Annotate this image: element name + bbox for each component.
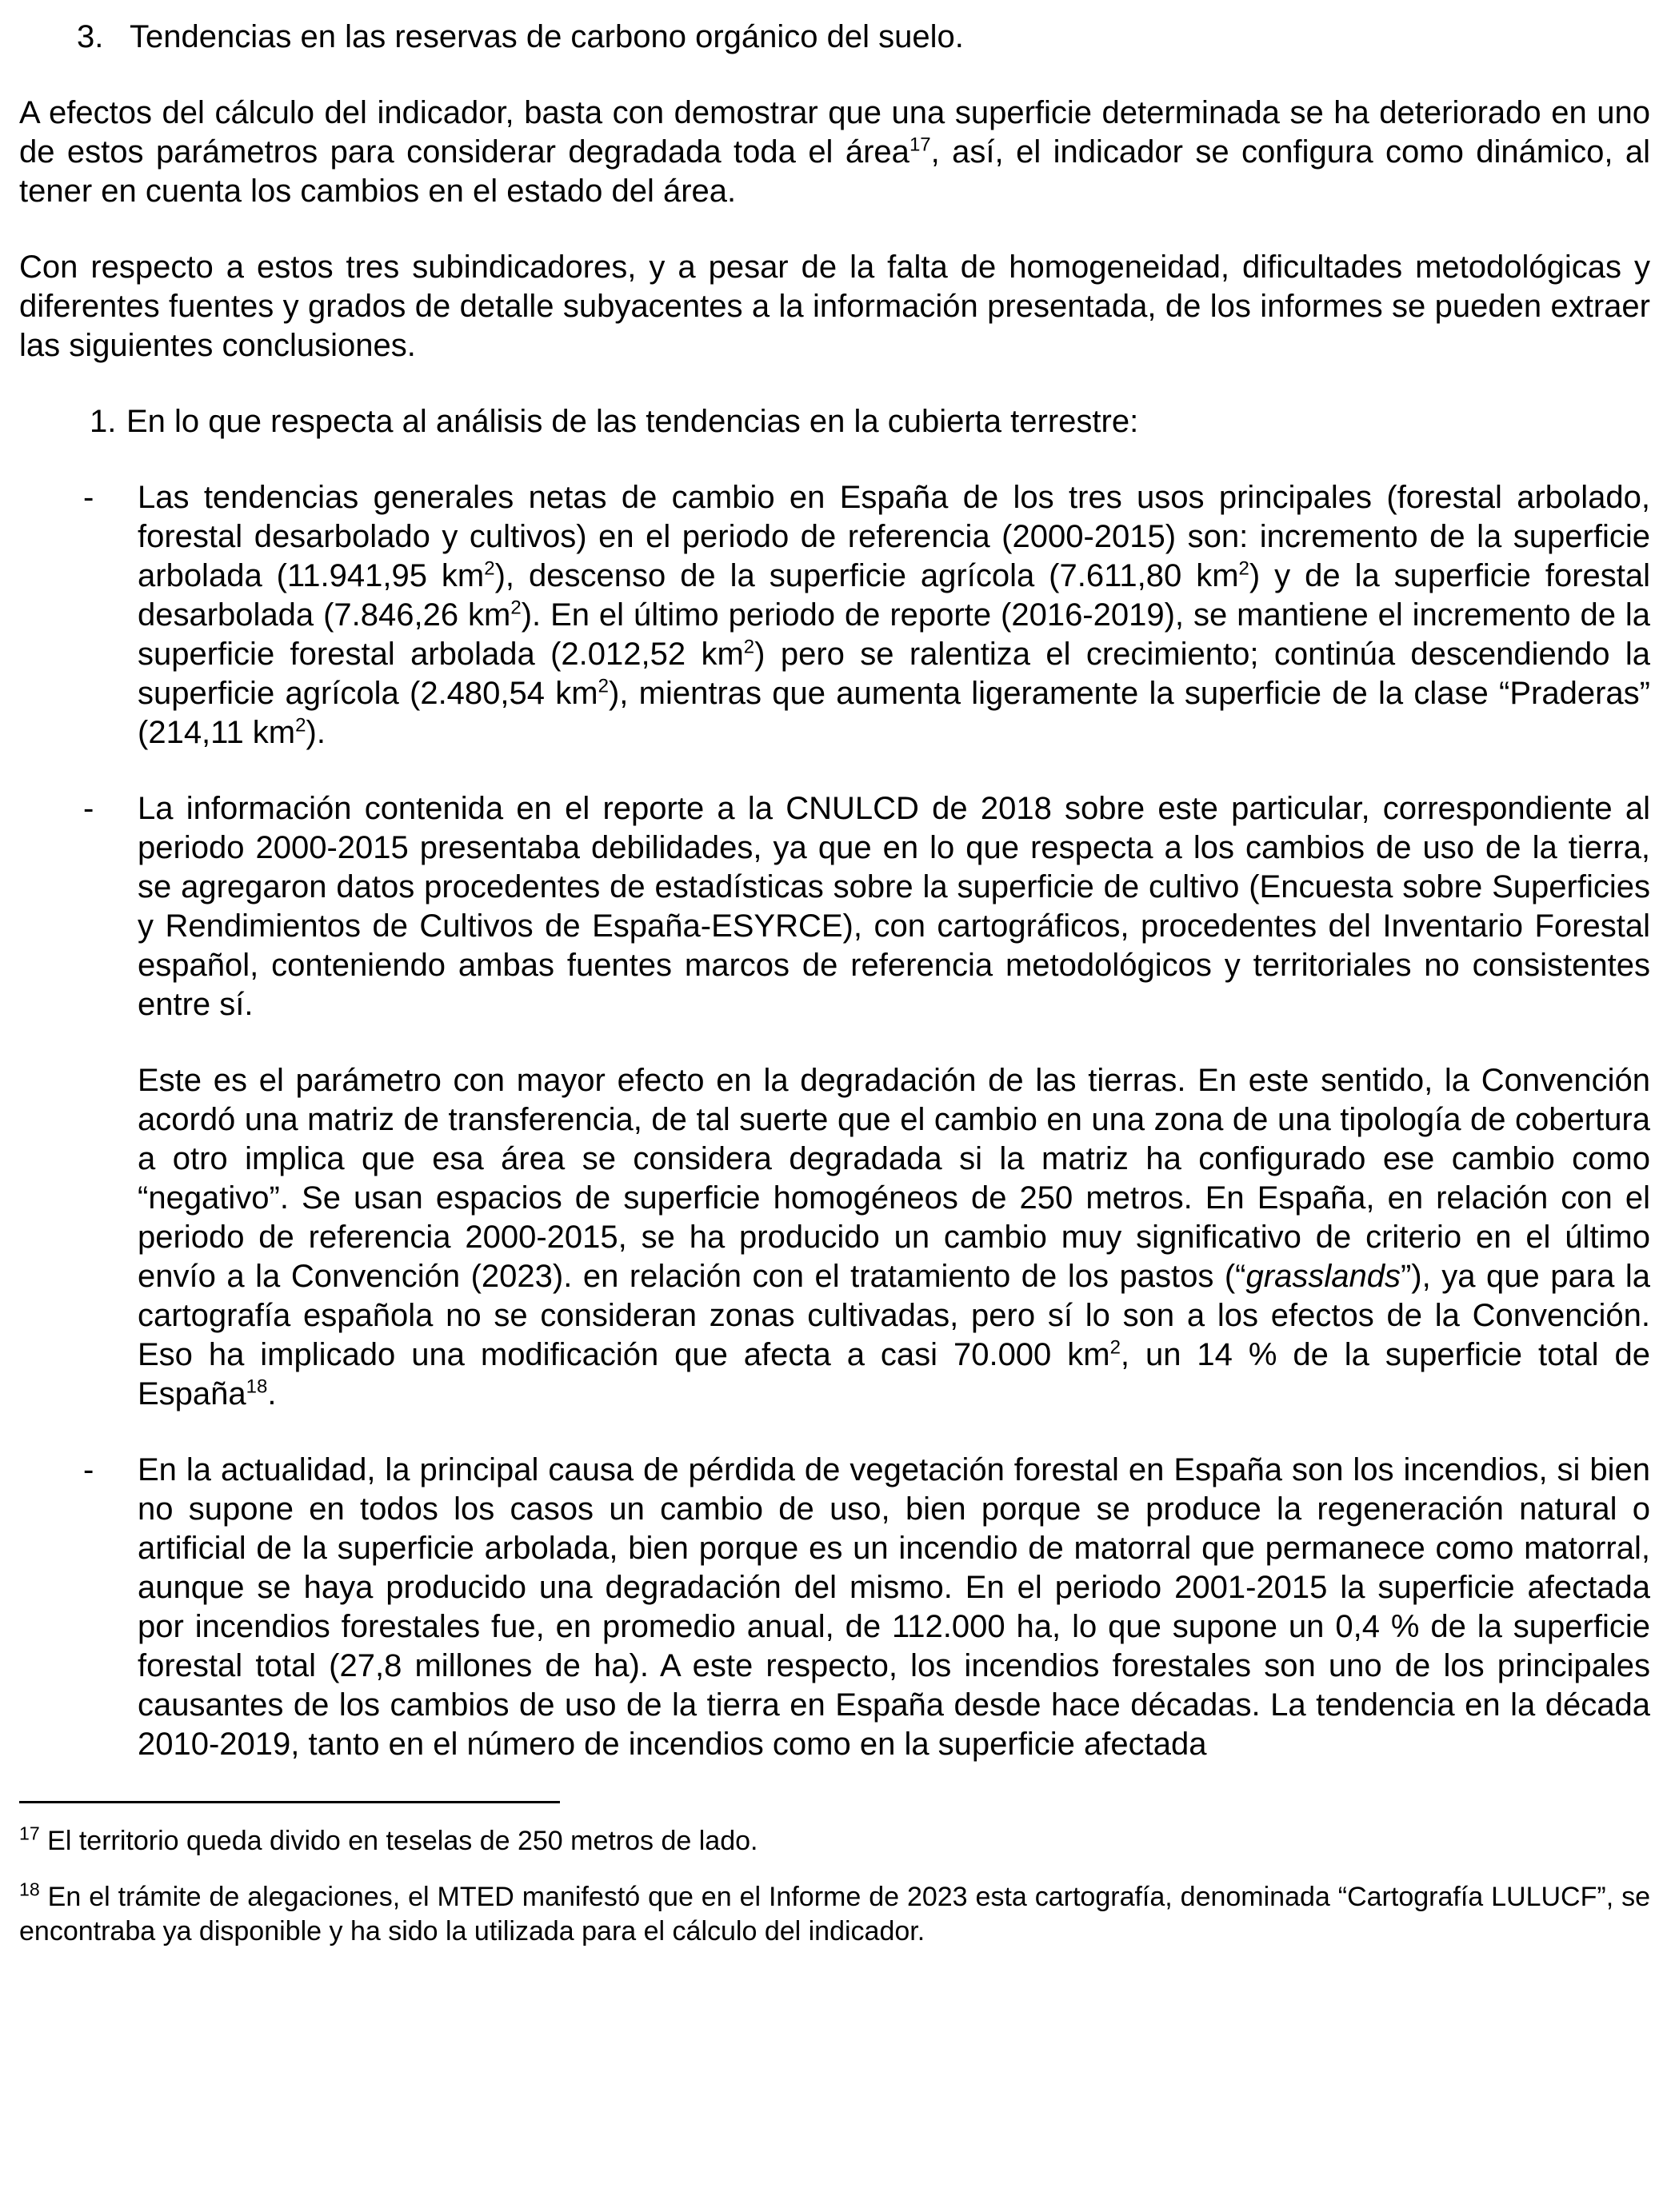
bullet-net-change-trends-text: Las tendencias generales netas de cambio en España de los tres usos principales (forestal arbolado, forestal desarbolado y cultivos) en el periodo de referencia (2000-2015) son: incremento de la superficie arbolada (11.941,95 $km^2$), descenso de la superficie agrícola (7.611,80 $km^2$) y de la superficie forestal desarbolada (7.846,26 $km^2$). En el último periodo de reporte (2016-2019), se mantiene el incremento de la superficie forestal arbolada (2.012,52 $km^2$) pero se ralentiza el crecimiento; continúa descendiendo la superficie agrícola (2.480,54 $km^2$), mientras que aumenta ligeramente la superficie de la clase “Praderas” (214,11 $km^2$). xyxy=(138,480,1651,750)
section-title: Tendencias en las reservas de carbono orgánico del suelo. xyxy=(130,19,964,54)
footnote-separator-rule xyxy=(19,1801,560,1803)
paragraph-indicator-calculation: A efectos del cálculo del indicador, basta con demostrar que una superficie determinada se ha deteriorado en uno de estos parámetros para considerar degradada toda el área$^{17}$, así, el indicador se configura como dinámico, al tener en cuenta los cambios en el estado del área. xyxy=(19,95,1650,209)
footnote-17-text: El territorio queda divido en teselas de 250 metros de lado. xyxy=(39,1826,758,1856)
bullet-cnulcd-2018-report-text: La información contenida en el reporte a la CNULCD de 2018 sobre este particular, correspondiente al periodo 2000-2015 presentaba debilidades, ya que en lo que respecta a los cambios de uso de la tierra, se agregaron datos procedentes de estadísticas sobre la superficie de cultivo (Encuesta sobre Superficies y Rendimientos de Cultivos de España-ESYRCE), con cartográficos, procedentes del Inventario Forestal español, conteniendo ambas fuentes marcos de referencia metodológicos y territoriales no consistentes entre sí. xyxy=(138,791,1650,1022)
bullet-forest-fires xyxy=(19,1451,1650,1764)
footnote-17 xyxy=(19,1824,1650,1859)
footnote-18-marker: 18 xyxy=(19,1879,40,1900)
footnote-18-text: En el trámite de alegaciones, el MTED manifestó que en el Informe de 2023 esta cartografía, denominada “Cartografía LULUCF”, se encontraba ya disponible y ha sido la utilizada para el cálculo del indicador. xyxy=(19,1881,1650,1947)
dash-marker: - xyxy=(83,791,94,826)
bullet-cnulcd-2018-report xyxy=(19,789,1650,1414)
paragraph-transfer-matrix: Este es el parámetro con mayor efecto en la degradación de las tierras. En este sentido, la Convención acordó una matriz de transferencia, de tal suerte que el cambio en una zona de una tipología de cobertura a otro implica que esa área se considera degradada si la matriz ha configurado ese cambio como “negativo”. Se usan espacios de superficie homogéneos de 250 metros. En España, en relación con el periodo de referencia 2000-2015, se ha producido un cambio muy significativo de criterio en el último envío a la Convención (2023). en relación con el tratamiento de los pastos (“grasslands”), ya que para la cartografía española no se consideran zonas cultivadas, pero sí lo son a los efectos de la Convención. Eso ha implicado una modificación que afecta a casi 70.000 $km^2$, un 14 % de la superficie total de España$^{18}$. xyxy=(138,1063,1650,1411)
section-number: 3. xyxy=(77,19,104,54)
numbered-item-text: En lo que respecta al análisis de las tendencias en la cubierta terrestre: xyxy=(126,404,1139,439)
footnotes-section xyxy=(19,1801,1650,1950)
numbered-item-land-cover xyxy=(90,402,1650,441)
dash-marker: - xyxy=(83,1452,94,1487)
paragraph-subindicators: Con respecto a estos tres subindicadores, y a pesar de la falta de homogeneidad, dificultades metodológicas y diferentes fuentes y grados de detalle subyacentes a la información presentada, de los informes se pueden extraer las siguientes conclusiones. xyxy=(19,250,1650,363)
footnote-17-marker: 17 xyxy=(19,1823,40,1844)
footnote-18 xyxy=(19,1880,1650,1950)
dash-marker: - xyxy=(83,480,94,515)
section-heading xyxy=(77,18,1650,57)
bullet-net-change-trends xyxy=(19,478,1650,753)
bullet-forest-fires-text: En la actualidad, la principal causa de pérdida de vegetación forestal en España son los incendios, si bien no supone en todos los casos un cambio de uso, bien porque se produce la regeneración natural o artificial de la superficie arbolada, bien porque es un incendio de matorral que permanece como matorral, aunque se haya producido una degradación del mismo. En el periodo 2001-2015 la superficie afectada por incendios forestales fue, en promedio anual, de 112.000 ha, lo que supone un 0,4 % de la superficie forestal total (27,8 millones de ha). A este respecto, los incendios forestales son uno de los principales causantes de los cambios de uso de la tierra en España desde hace décadas. La tendencia en la década 2010-2019, tanto en el número de incendios como en la superficie afectada xyxy=(138,1452,1650,1762)
numbered-item-number: 1. xyxy=(90,404,117,439)
